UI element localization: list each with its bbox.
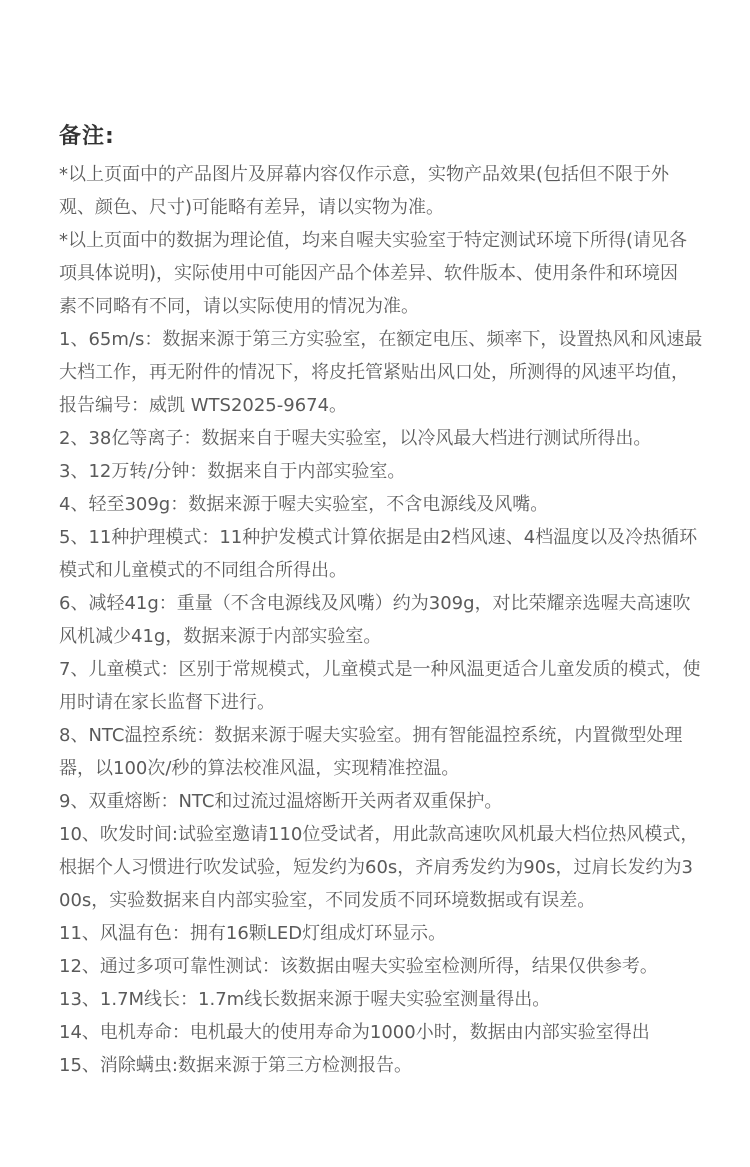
note-item-6: 6、减轻41g：重量（不含电源线及风嘴）约为309g，对比荣耀亲选喔夫高速吹风机减少41g，数据来源于内部实验室。: [59, 593, 691, 647]
note-item-3: 3、12万转/分钟：数据来自于内部实验室。: [59, 461, 406, 482]
note-item-2: 2、38亿等离子：数据来自于喔夫实验室，以冷风最大档进行测试所得出。: [59, 428, 652, 449]
note-item-10: 10、吹发时间:试验室邀请110位受试者，用此款高速吹风机最大档位热风模式，根据个人习惯进行吹发试验，短发约为60s，齐肩秀发约为90s，过肩长发约为300s，实验数据来自内部实验室，不同发质不同环境数据或有误差。: [59, 824, 699, 911]
note-item-11: 11、风温有色：拥有16颗LED灯组成灯环显示。: [59, 923, 447, 944]
note-item-13: 13、1.7M线长：1.7m线长数据来源于喔夫实验室测量得出。: [59, 989, 551, 1010]
note-item-5: 5、11种护理模式：11种护发模式计算依据是由2档风速、4档温度以及冷热循环模式和儿童模式的不同组合所得出。: [59, 527, 698, 581]
note-disclaimer-data: *以上页面中的数据为理论值，均来自喔夫实验室于特定测试环境下所得(请见各项具体说明)，实际使用中可能因产品个体差异、软件版本、使用条件和环境因 素不同略有不同，请以实际使用的情况为准。: [59, 230, 697, 317]
notes-list: [59, 158, 704, 1082]
notes-title: 备注:: [59, 124, 115, 149]
note-disclaimer-images: *以上页面中的产品图片及屏幕内容仅作示意，实物产品效果(包括但不限于外观、颜色、尺寸)可能略有差异，请以实物为准。: [59, 164, 670, 218]
note-item-14: 14、电机寿命：电机最大的使用寿命为1000小时，数据由内部实验室得出: [59, 1022, 650, 1043]
note-item-4: 4、轻至309g：数据来源于喔夫实验室，不含电源线及风嘴。: [59, 494, 549, 515]
note-item-9: 9、双重熔断：NTC和过流过温熔断开关两者双重保护。: [59, 791, 503, 812]
note-item-12: 12、通过多项可靠性测试：该数据由喔夫实验室检测所得，结果仅供参考。: [59, 956, 658, 977]
note-item-1: 1、65m/s：数据来源于第三方实验室，在额定电压、频率下，设置热风和风速最大档工作，再无附件的情况下，将皮托管紧贴出风口处，所测得的风速平均值，报告编号：威凯 WTS2025-9674。: [59, 329, 703, 416]
note-item-15: 15、消除螨虫:数据来源于第三方检测报告。: [59, 1055, 412, 1076]
notes-section: [59, 120, 704, 1082]
note-item-7: 7、儿童模式：区别于常规模式，儿童模式是一种风温更适合儿童发质的模式，使用时请在家长监督下进行。: [59, 659, 701, 713]
note-item-8: 8、NTC温控系统：数据来源于喔夫实验室。拥有智能温控系统，内置微型处理器，以100次/秒的算法校准风温，实现精准控温。: [59, 725, 683, 779]
